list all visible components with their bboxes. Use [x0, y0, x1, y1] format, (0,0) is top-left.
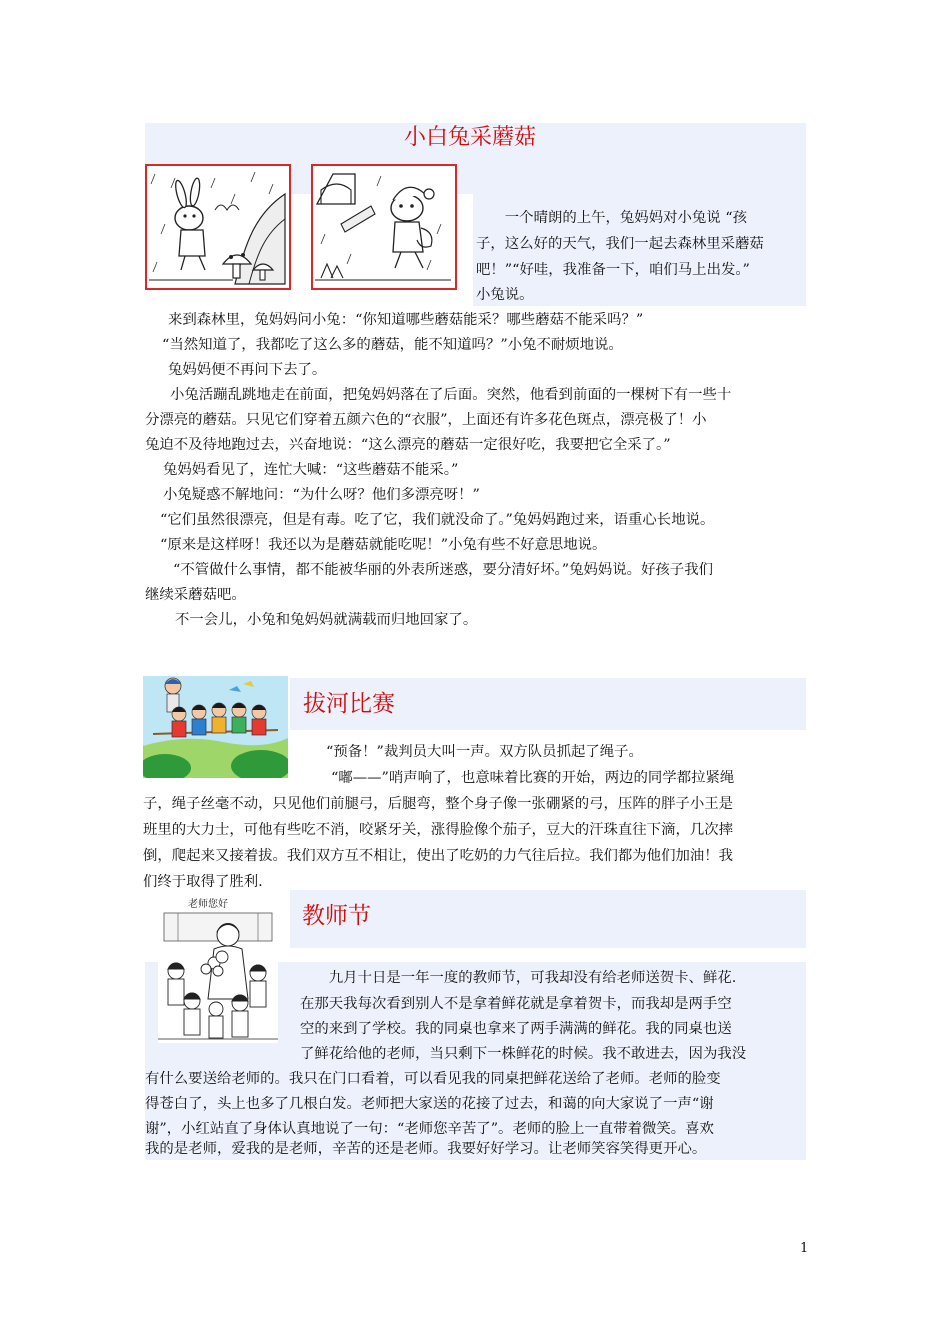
story1-paragraph-line: 继续采蘑菇吧。 [145, 587, 246, 603]
story1-paragraph-line: 兔迫不及待地跑过去，兴奋地说：“这么漂亮的蘑菇一定很好吃，我要把它全采了。” [145, 437, 671, 453]
story3-title: 教师节 [302, 903, 371, 929]
story3-illustration-teacher-students [158, 893, 278, 1043]
story1-paragraph-line: “原来是这样呀！我还以为是蘑菇就能吃呢！”小兔有些不好意思地说。 [160, 537, 607, 553]
story1-paragraph-line: “当然知道了，我都吃了这么多的蘑菇，能不知道吗？”小兔不耐烦地说。 [162, 337, 623, 353]
story1-paragraph-line: 来到森林里，兔妈妈问小兔：“你知道哪些蘑菇能采？哪些蘑菇不能采吗？” [168, 312, 644, 328]
story3-paragraph-line: 我的是老师，爱我的是老师，辛苦的还是老师。我要好好学习。让老师笑容笑得更开心。 [145, 1141, 707, 1157]
story1-intro-line: 吧！”“好哇，我准备一下，咱们马上出发。” [476, 262, 750, 278]
story1-intro-line: 一个晴朗的上午，兔妈妈对小兔说 “孩 [476, 210, 747, 226]
story1-paragraph-line: “它们虽然很漂亮，但是有毒。吃了它，我们就没命了。”兔妈妈跑过来，语重心长地说。 [160, 512, 715, 528]
story3-image-caption: 老师您好 [188, 899, 228, 910]
story1-illustration-rabbit-rain [145, 164, 291, 290]
story3-paragraph-line: 空的来到了学校。我的同桌也拿来了两手满满的鲜花。我的同桌也送 [300, 1021, 732, 1037]
story2-paragraph-line: 们终于取得了胜利. [143, 874, 263, 890]
story2-paragraph-line: “预备！”裁判员大叫一声。双方队员抓起了绳子。 [326, 744, 643, 760]
story3-paragraph-line: 有什么要送给老师的。我只在门口看着，可以看见我的同桌把鲜花送给了老师。老师的脸变 [145, 1071, 721, 1087]
story2-paragraph-line: 班里的大力士，可他有些吃不消，咬紧牙关，涨得脸像个茄子，豆大的汗珠直往下滴，几次摔 [143, 822, 734, 838]
story1-paragraph-line: “不管做什么事情，都不能被华丽的外表所迷惑，要分清好坏。”兔妈妈说。好孩子我们 [173, 562, 713, 578]
story2-paragraph-line: “嘟——”哨声响了，也意味着比赛的开始，两边的同学都拉紧绳 [331, 770, 735, 786]
story2-paragraph-line: 子，绳子丝毫不动，只见他们前腿弓，后腿弯，整个身子像一张硼紧的弓，压阵的胖子小王是 [143, 796, 734, 812]
story1-paragraph-line: 分漂亮的蘑菇。只见它们穿着五颜六色的“衣服”，上面还有许多花色斑点，漂亮极了！小 [145, 412, 707, 428]
story2-paragraph-line: 倒，爬起来又接着拔。我们双方互不相让，使出了吃奶的力气往后拉。我们都为他们加油！我 [143, 848, 734, 864]
story1-intro-line: 小兔说。 [476, 287, 534, 303]
story1-paragraph-line: 兔妈妈便不再问下去了。 [168, 362, 327, 378]
story3-paragraph-line: 谢”，小红站直了身体认真地说了一句：“老师您辛苦了”。老师的脸上一直带着微笑。喜欢 [145, 1121, 714, 1137]
story2-illustration-tug-of-war [143, 676, 288, 778]
story1-paragraph-line: 不一会儿，小兔和兔妈妈就满载而归地回家了。 [175, 612, 478, 628]
story1-paragraph-line: 小兔活蹦乱跳地走在前面，把兔妈妈落在了后面。突然，他看到前面的一棵树下有一些十 [170, 387, 732, 403]
story3-paragraph-line: 得苍白了，头上也多了几根白发。老师把大家送的花接了过去，和蔼的向大家说了一声“谢 [145, 1096, 714, 1112]
story1-title: 小白兔采蘑菇 [404, 125, 537, 150]
story1-illustration-rabbit-basket [311, 164, 457, 290]
story3-paragraph-line: 在那天我每次看到别人不是拿着鲜花就是拿着贺卡，而我却是两手空 [300, 996, 732, 1012]
story1-paragraph-line: 小兔疑惑不解地问：“为什么呀？他们多漂亮呀！” [163, 487, 480, 503]
story2-title: 拔河比赛 [303, 691, 395, 717]
story1-intro-line: 子，这么好的天气，我们一起去森林里采蘑菇 [476, 236, 764, 252]
story3-paragraph-line: 了鲜花给他的老师，当只剩下一株鲜花的时候。我不敢进去，因为我没 [300, 1046, 747, 1062]
page-number: 1 [800, 1241, 809, 1256]
story3-paragraph-line: 九月十日是一年一度的教师节，可我却没有给老师送贺卡、鲜花. [300, 970, 737, 986]
story1-paragraph-line: 兔妈妈看见了，连忙大喊：“这些蘑菇不能采。” [163, 462, 459, 478]
